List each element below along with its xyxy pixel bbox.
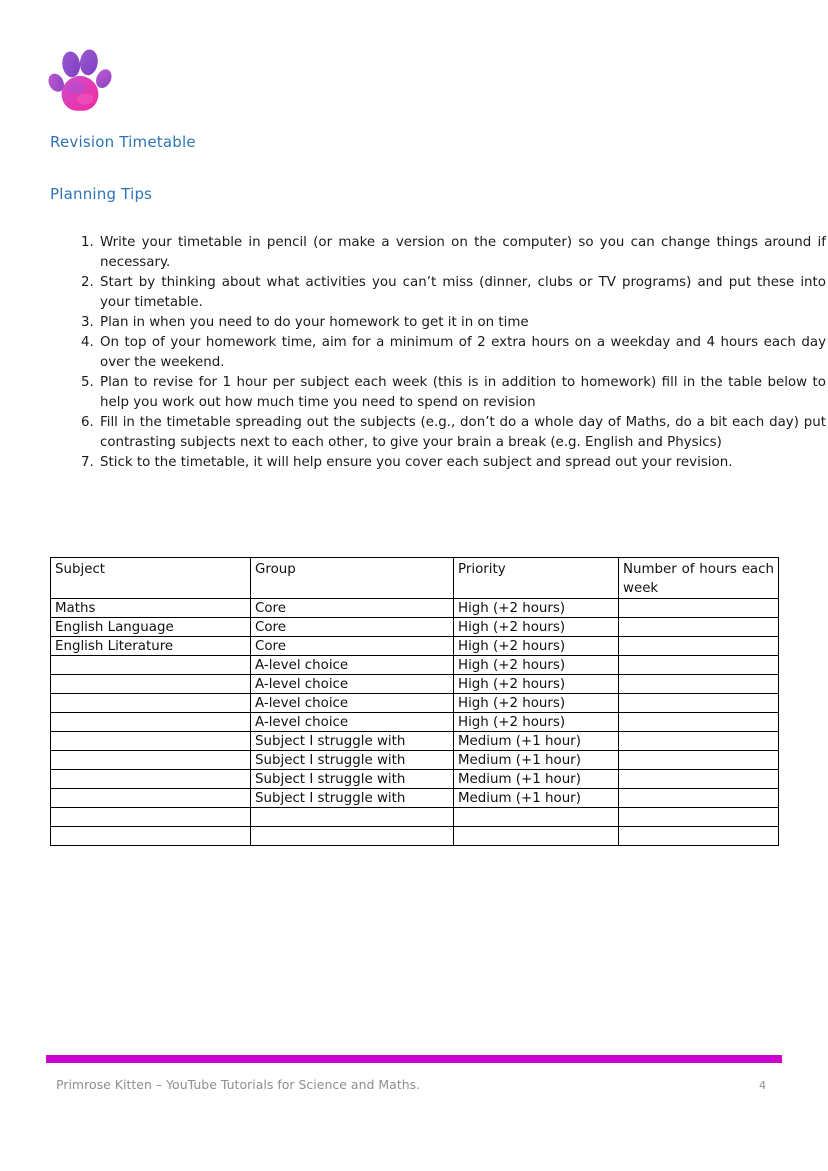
table-cell: [51, 751, 251, 770]
table-cell: English Literature: [51, 637, 251, 656]
column-header-group: Group: [251, 558, 454, 599]
table-cell: Medium (+1 hour): [454, 789, 619, 808]
table-cell: [251, 808, 454, 827]
table-cell: [251, 827, 454, 846]
table-cell: Maths: [51, 599, 251, 618]
table-cell: [51, 656, 251, 675]
table-cell: [619, 770, 779, 789]
table-cell: [454, 808, 619, 827]
table-cell: [51, 732, 251, 751]
table-cell: [619, 827, 779, 846]
table-row: [51, 694, 779, 713]
table-row: [51, 751, 779, 770]
table-row: [51, 637, 779, 656]
page-number: 4: [759, 1079, 766, 1092]
footer-text: Primrose Kitten – YouTube Tutorials for Science and Maths.: [56, 1077, 421, 1092]
planning-tips-list: [50, 233, 826, 473]
table-cell: Subject I struggle with: [251, 770, 454, 789]
table-cell: A-level choice: [251, 656, 454, 675]
table-cell: [619, 675, 779, 694]
table-row: [51, 713, 779, 732]
tip-item: 1. Write your timetable in pencil (or make a version on the computer) so you can change things around if necessary.: [98, 233, 826, 273]
tip-item: 7. Stick to the timetable, it will help ensure you cover each subject and spread out your revision.: [98, 453, 826, 473]
table-cell: High (+2 hours): [454, 713, 619, 732]
table-cell: High (+2 hours): [454, 599, 619, 618]
table-header-row: [51, 558, 779, 599]
column-header-subject: Subject: [51, 558, 251, 599]
table-cell: High (+2 hours): [454, 656, 619, 675]
table-cell: [51, 827, 251, 846]
table-cell: Subject I struggle with: [251, 751, 454, 770]
section-title: Planning Tips: [50, 185, 153, 203]
table-cell: Subject I struggle with: [251, 789, 454, 808]
table-cell: [51, 770, 251, 789]
footer: [56, 1077, 772, 1092]
tip-item: 2. Start by thinking about what activities you can’t miss (dinner, clubs or TV programs) and put these into your timetable.: [98, 273, 826, 313]
table-cell: [51, 808, 251, 827]
table-cell: Core: [251, 618, 454, 637]
table-cell: [619, 637, 779, 656]
table-cell: High (+2 hours): [454, 618, 619, 637]
table-cell: [619, 713, 779, 732]
table-row: [51, 675, 779, 694]
page-title: Revision Timetable: [50, 133, 196, 151]
table-cell: Medium (+1 hour): [454, 770, 619, 789]
table-cell: Subject I struggle with: [251, 732, 454, 751]
table-cell: [619, 618, 779, 637]
paw-print-logo-icon: [46, 43, 114, 117]
table-cell: [619, 732, 779, 751]
footer-divider-bar: [46, 1055, 782, 1063]
table-cell: [619, 656, 779, 675]
table-cell: A-level choice: [251, 675, 454, 694]
table-cell: [51, 675, 251, 694]
column-header-priority: Priority: [454, 558, 619, 599]
table-cell: [619, 751, 779, 770]
table-row: [51, 808, 779, 827]
table-cell: [619, 789, 779, 808]
table-cell: Medium (+1 hour): [454, 751, 619, 770]
table-cell: Core: [251, 637, 454, 656]
table-cell: High (+2 hours): [454, 694, 619, 713]
tip-item: 4. On top of your homework time, aim for a minimum of 2 extra hours on a weekday and 4 hours each day over the weekend.: [98, 333, 826, 373]
table-cell: A-level choice: [251, 694, 454, 713]
table-cell: English Language: [51, 618, 251, 637]
revision-table: [50, 557, 779, 846]
table-row: [51, 599, 779, 618]
tip-item: 3. Plan in when you need to do your homework to get it in on time: [98, 313, 826, 333]
table-body: [51, 599, 779, 846]
table-cell: A-level choice: [251, 713, 454, 732]
table-cell: [454, 827, 619, 846]
column-header-hours: Number of hours each week: [619, 558, 779, 599]
table-cell: [619, 599, 779, 618]
table-cell: High (+2 hours): [454, 675, 619, 694]
table-cell: Core: [251, 599, 454, 618]
table-cell: [51, 789, 251, 808]
table-cell: High (+2 hours): [454, 637, 619, 656]
table-row: [51, 789, 779, 808]
table-cell: [51, 713, 251, 732]
tip-item: 5. Plan to revise for 1 hour per subject each week (this is in addition to homework) fill in the table below to help you work out how much time you need to spend on revision: [98, 373, 826, 413]
tip-item: 6. Fill in the timetable spreading out the subjects (e.g., don’t do a whole day of Maths, do a bit each day) put contrasting subjects next to each other, to give your brain a break (e.g. English and Physics): [98, 413, 826, 453]
table-cell: [619, 808, 779, 827]
table-cell: [51, 694, 251, 713]
table-row: [51, 732, 779, 751]
table-cell: Medium (+1 hour): [454, 732, 619, 751]
table-cell: [619, 694, 779, 713]
table-row: [51, 770, 779, 789]
table-row: [51, 656, 779, 675]
table-row: [51, 618, 779, 637]
table-row: [51, 827, 779, 846]
